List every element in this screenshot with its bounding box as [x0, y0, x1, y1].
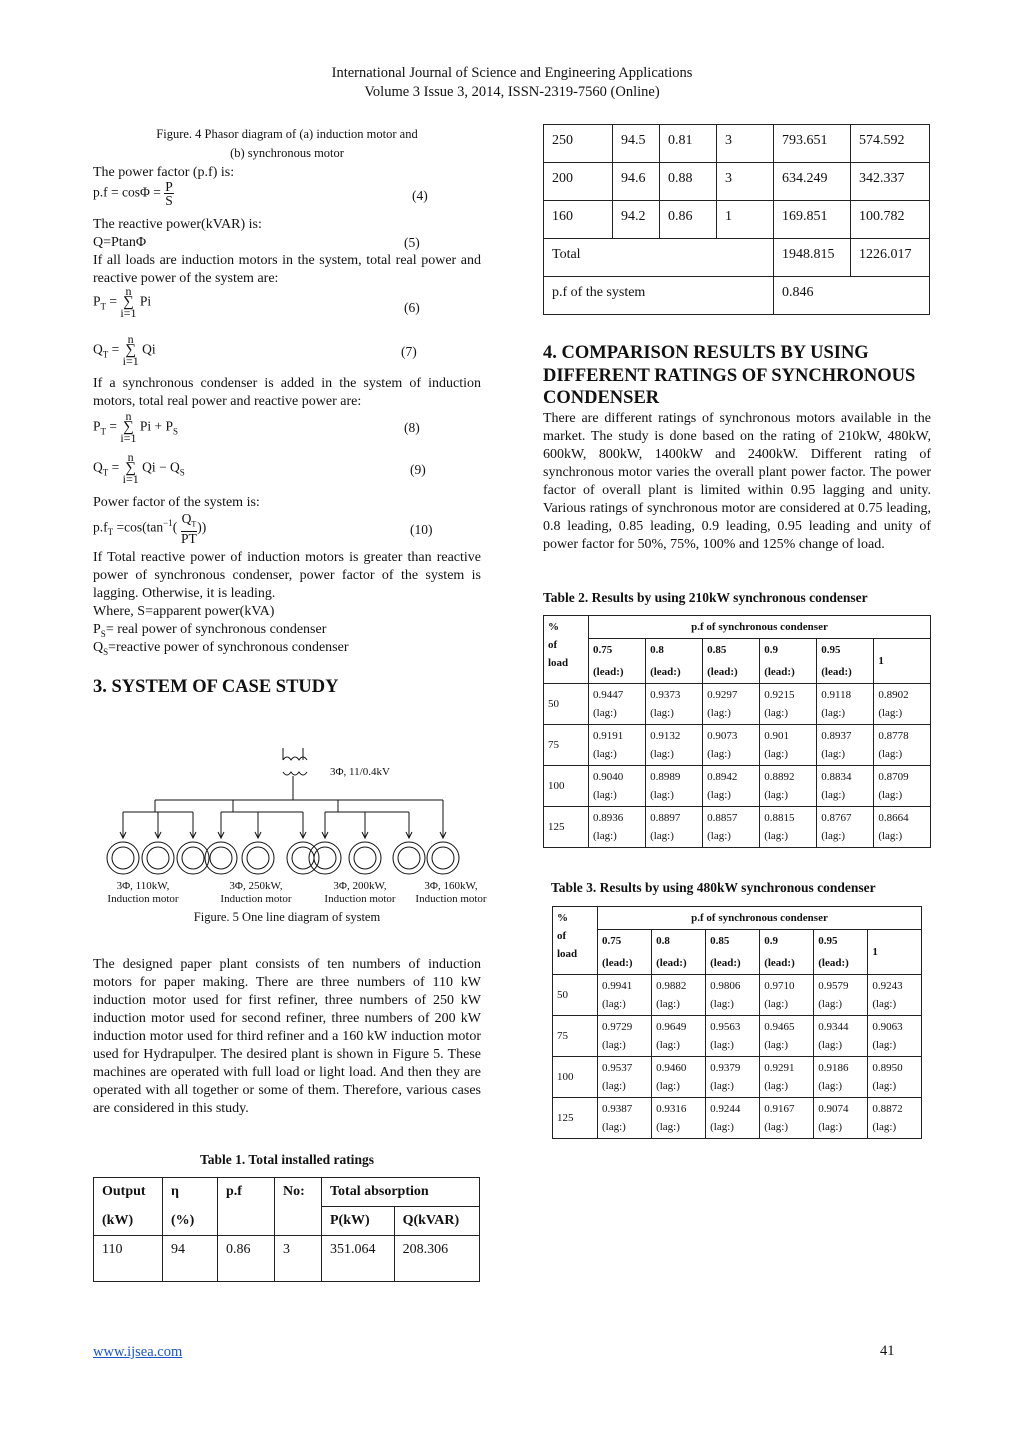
- motor-rotor-symbol: [247, 847, 269, 869]
- motor-rotor-symbol: [182, 847, 204, 869]
- table-row: 125 0.9387 (lag:) 0.9316 (lag:) 0.9244 (lag:) 0.9167 (lag:) 0.9074 (lag:) 0.8872 (lag:): [553, 1098, 922, 1139]
- table-row: 125 0.8936 (lag:) 0.8897 (lag:) 0.8857 (lag:) 0.8815 (lag:) 0.8767 (lag:) 0.8664 (lag:): [544, 807, 931, 848]
- paragraph-ratings: There are different ratings of synchronous motors available in the market. The study is done based on the rating of 210kW, 480kW, 600kW, 800kW, 1400kW and 2400kW. Different rating of synchronous motor varies the overall plant power factor. The power factor of overall plant is limited within 0.95 lagging and unity. Various ratings of synchronous motor are considered at 0.75 leading, 0.8 leading, 0.85 leading, 0.9 leading, 0.95 leading and unity of power factor for 50%, 75%, 100% and 125% change of load.: [543, 411, 931, 552]
- section-4-heading: 4. COMPARISON RESULTS BY USING DIFFERENT RATINGS OF SYNCHRONOUS CONDENSER: [543, 343, 916, 408]
- equation-10: $p.f_T =\cos(\tan^{-1}$( $\frac{Q_T}{PT}$ )): [93, 511, 207, 546]
- motor-rotor-symbol: [398, 847, 420, 869]
- equation-4: p.f = cosΦ = $\frac{P}{S}$: [93, 179, 173, 208]
- equation-9-number: (9): [410, 462, 426, 477]
- section-3-heading: 3. SYSTEM OF CASE STUDY: [93, 677, 339, 697]
- table1: [93, 1177, 480, 1282]
- figure5-caption: Figure. 5 One line diagram of system: [193, 910, 381, 924]
- paragraph-induction: If all loads are induction motors in the system, total real power and reactive power of the system are:: [93, 253, 481, 286]
- equation-5-number: (5): [404, 235, 420, 250]
- motor-group-labels: [93, 880, 493, 910]
- motor-rotor-symbol: [432, 847, 454, 869]
- motor-rotor-symbol: [354, 847, 376, 869]
- paragraph-sync: If a synchronous condenser is added in the system of induction motors, total real power and reactive power are:: [93, 376, 481, 409]
- table-row: (lead:) (lead:) (lead:) (lead:) (lead:): [544, 661, 931, 684]
- equation-10-number: (10): [410, 522, 433, 537]
- table-row: 200 94.6 0.88 3 634.249 342.337: [544, 163, 930, 201]
- motor-rotor-symbol: [210, 847, 232, 869]
- motor-group-label: 3Φ, 160kW, Induction motor: [415, 880, 487, 905]
- table-row: 50 0.9941 (lag:) 0.9882 (lag:) 0.9806 (lag:) 0.9710 (lag:) 0.9579 (lag:) 0.9243 (lag:): [553, 975, 922, 1016]
- paragraph-plant: The designed paper plant consists of ten numbers of induction motors for paper making. There are three numbers of 110 kW induction motor used for first refiner, three numbers of 250 kW induction motor used for second refiner, three numbers of 200 kW induction motor used for third refiner and a 160 kW induction motor used for Hydrapulper. The desired plant is shown in Figure 5. These machines are operated with full load or light load. And then they are operated with all together or some of them. Therefore, various cases are considered in this study.: [93, 957, 481, 1116]
- equation-5: Q=PtanΦ: [93, 235, 147, 250]
- equation-8-number: (8): [404, 420, 420, 435]
- table-row: 50 0.9447 (lag:) 0.9373 (lag:) 0.9297 (lag:) 0.9215 (lag:) 0.9118 (lag:) 0.8902 (lag:): [544, 684, 931, 725]
- equation-7: $Q_T$ = n ∑ i=1 Qi: [93, 332, 156, 368]
- equation-8: $P_T$ = n ∑ i=1 $Pi + P_S$: [93, 409, 179, 445]
- table-row: % of load p.f of synchronous condenser: [544, 616, 931, 639]
- figure4-caption: Figure. 4 Phasor diagram of (a) induction motor and (b) synchronous motor: [156, 127, 418, 160]
- equation-6: $P_T$ = n ∑ i=1 Pi: [93, 284, 152, 320]
- equation-9: $Q_T$ = n ∑ i=1 $Qi - Q_S$: [93, 450, 185, 486]
- table2: [543, 615, 931, 848]
- transformer-label: 3Φ, 11/0.4kV: [330, 766, 390, 778]
- pf-intro: The power factor (p.f) is:: [93, 165, 235, 180]
- journal-volume: Volume 3 Issue 3, 2014, ISSN-2319-7560 (Online): [364, 84, 660, 100]
- pf-system-intro: Power factor of the system is:: [93, 495, 260, 510]
- where-line: Where, S=apparent power(kVA): [93, 604, 275, 619]
- table-row: 0.75 0.8 0.85 0.9 0.95 1: [544, 639, 931, 662]
- equation-6-number: (6): [404, 300, 420, 315]
- table-row: p.f of the system 0.846: [544, 277, 930, 315]
- footer-link[interactable]: www.ijsea.com: [93, 1344, 183, 1360]
- journal-title: International Journal of Science and Engineering Applications: [331, 65, 693, 81]
- table-row: 75 0.9191 (lag:) 0.9132 (lag:) 0.9073 (lag:) 0.901 (lag:) 0.8937 (lag:) 0.8778 (lag:): [544, 725, 931, 766]
- page-number: 41: [880, 1343, 895, 1359]
- motor-rotor-symbol: [314, 847, 336, 869]
- equation-7-number: (7): [401, 344, 417, 359]
- table1-continued: [543, 124, 930, 315]
- qs-definition: $Q_S=reactive$ power of synchronous condenser: [93, 640, 349, 657]
- journal-header: [0, 64, 1024, 102]
- reactive-intro: The reactive power(kVAR) is:: [93, 217, 262, 232]
- table1-caption: Table 1. Total installed ratings: [200, 1152, 374, 1167]
- equation-4-number: (4): [412, 188, 428, 203]
- table3-caption: Table 3. Results by using 480kW synchronous condenser: [551, 880, 876, 895]
- table2-caption: Table 2. Results by using 210kW synchronous condenser: [543, 590, 868, 605]
- table-row: 100 0.9040 (lag:) 0.8989 (lag:) 0.8942 (lag:) 0.8892 (lag:) 0.8834 (lag:) 0.8709 (lag:): [544, 766, 931, 807]
- table3: [552, 906, 922, 1139]
- table-row: % of load p.f of synchronous condenser: [553, 907, 922, 930]
- table-row: Total 1948.815 1226.017: [544, 239, 930, 277]
- motor-group-label: 3Φ, 110kW, Induction motor: [107, 880, 179, 905]
- table-row: 0.75 0.8 0.85 0.9 0.95 1: [553, 930, 922, 953]
- table-row: 110 94 0.86 3 351.064 208.306: [94, 1236, 480, 1282]
- table-row: 75 0.9729 (lag:) 0.9649 (lag:) 0.9563 (lag:) 0.9465 (lag:) 0.9344 (lag:) 0.9063 (lag:): [553, 1016, 922, 1057]
- table-row: (kW) (%) P(kW) Q(kVAR): [94, 1207, 480, 1236]
- motor-rotor-symbol: [147, 847, 169, 869]
- table-row: Output η p.f No: Total absorption: [94, 1178, 480, 1207]
- motor-group-label: 3Φ, 200kW, Induction motor: [324, 880, 396, 905]
- motor-group-label: 3Φ, 250kW, Induction motor: [220, 880, 292, 905]
- table-row: 100 0.9537 (lag:) 0.9460 (lag:) 0.9379 (lag:) 0.9291 (lag:) 0.9186 (lag:) 0.8950 (lag:): [553, 1057, 922, 1098]
- motor-rotor-symbol: [112, 847, 134, 869]
- ps-definition: $P_S=$ real power of synchronous condenser: [93, 622, 327, 639]
- paragraph-lagging: If Total reactive power of induction motors is greater than reactive power of synchronous condenser, power factor of the system is lagging. Otherwise, it is leading.: [93, 550, 481, 601]
- table-row: 250 94.5 0.81 3 793.651 574.592: [544, 125, 930, 163]
- table-row: (lead:) (lead:) (lead:) (lead:) (lead:): [553, 952, 922, 975]
- table-row: 160 94.2 0.86 1 169.851 100.782: [544, 201, 930, 239]
